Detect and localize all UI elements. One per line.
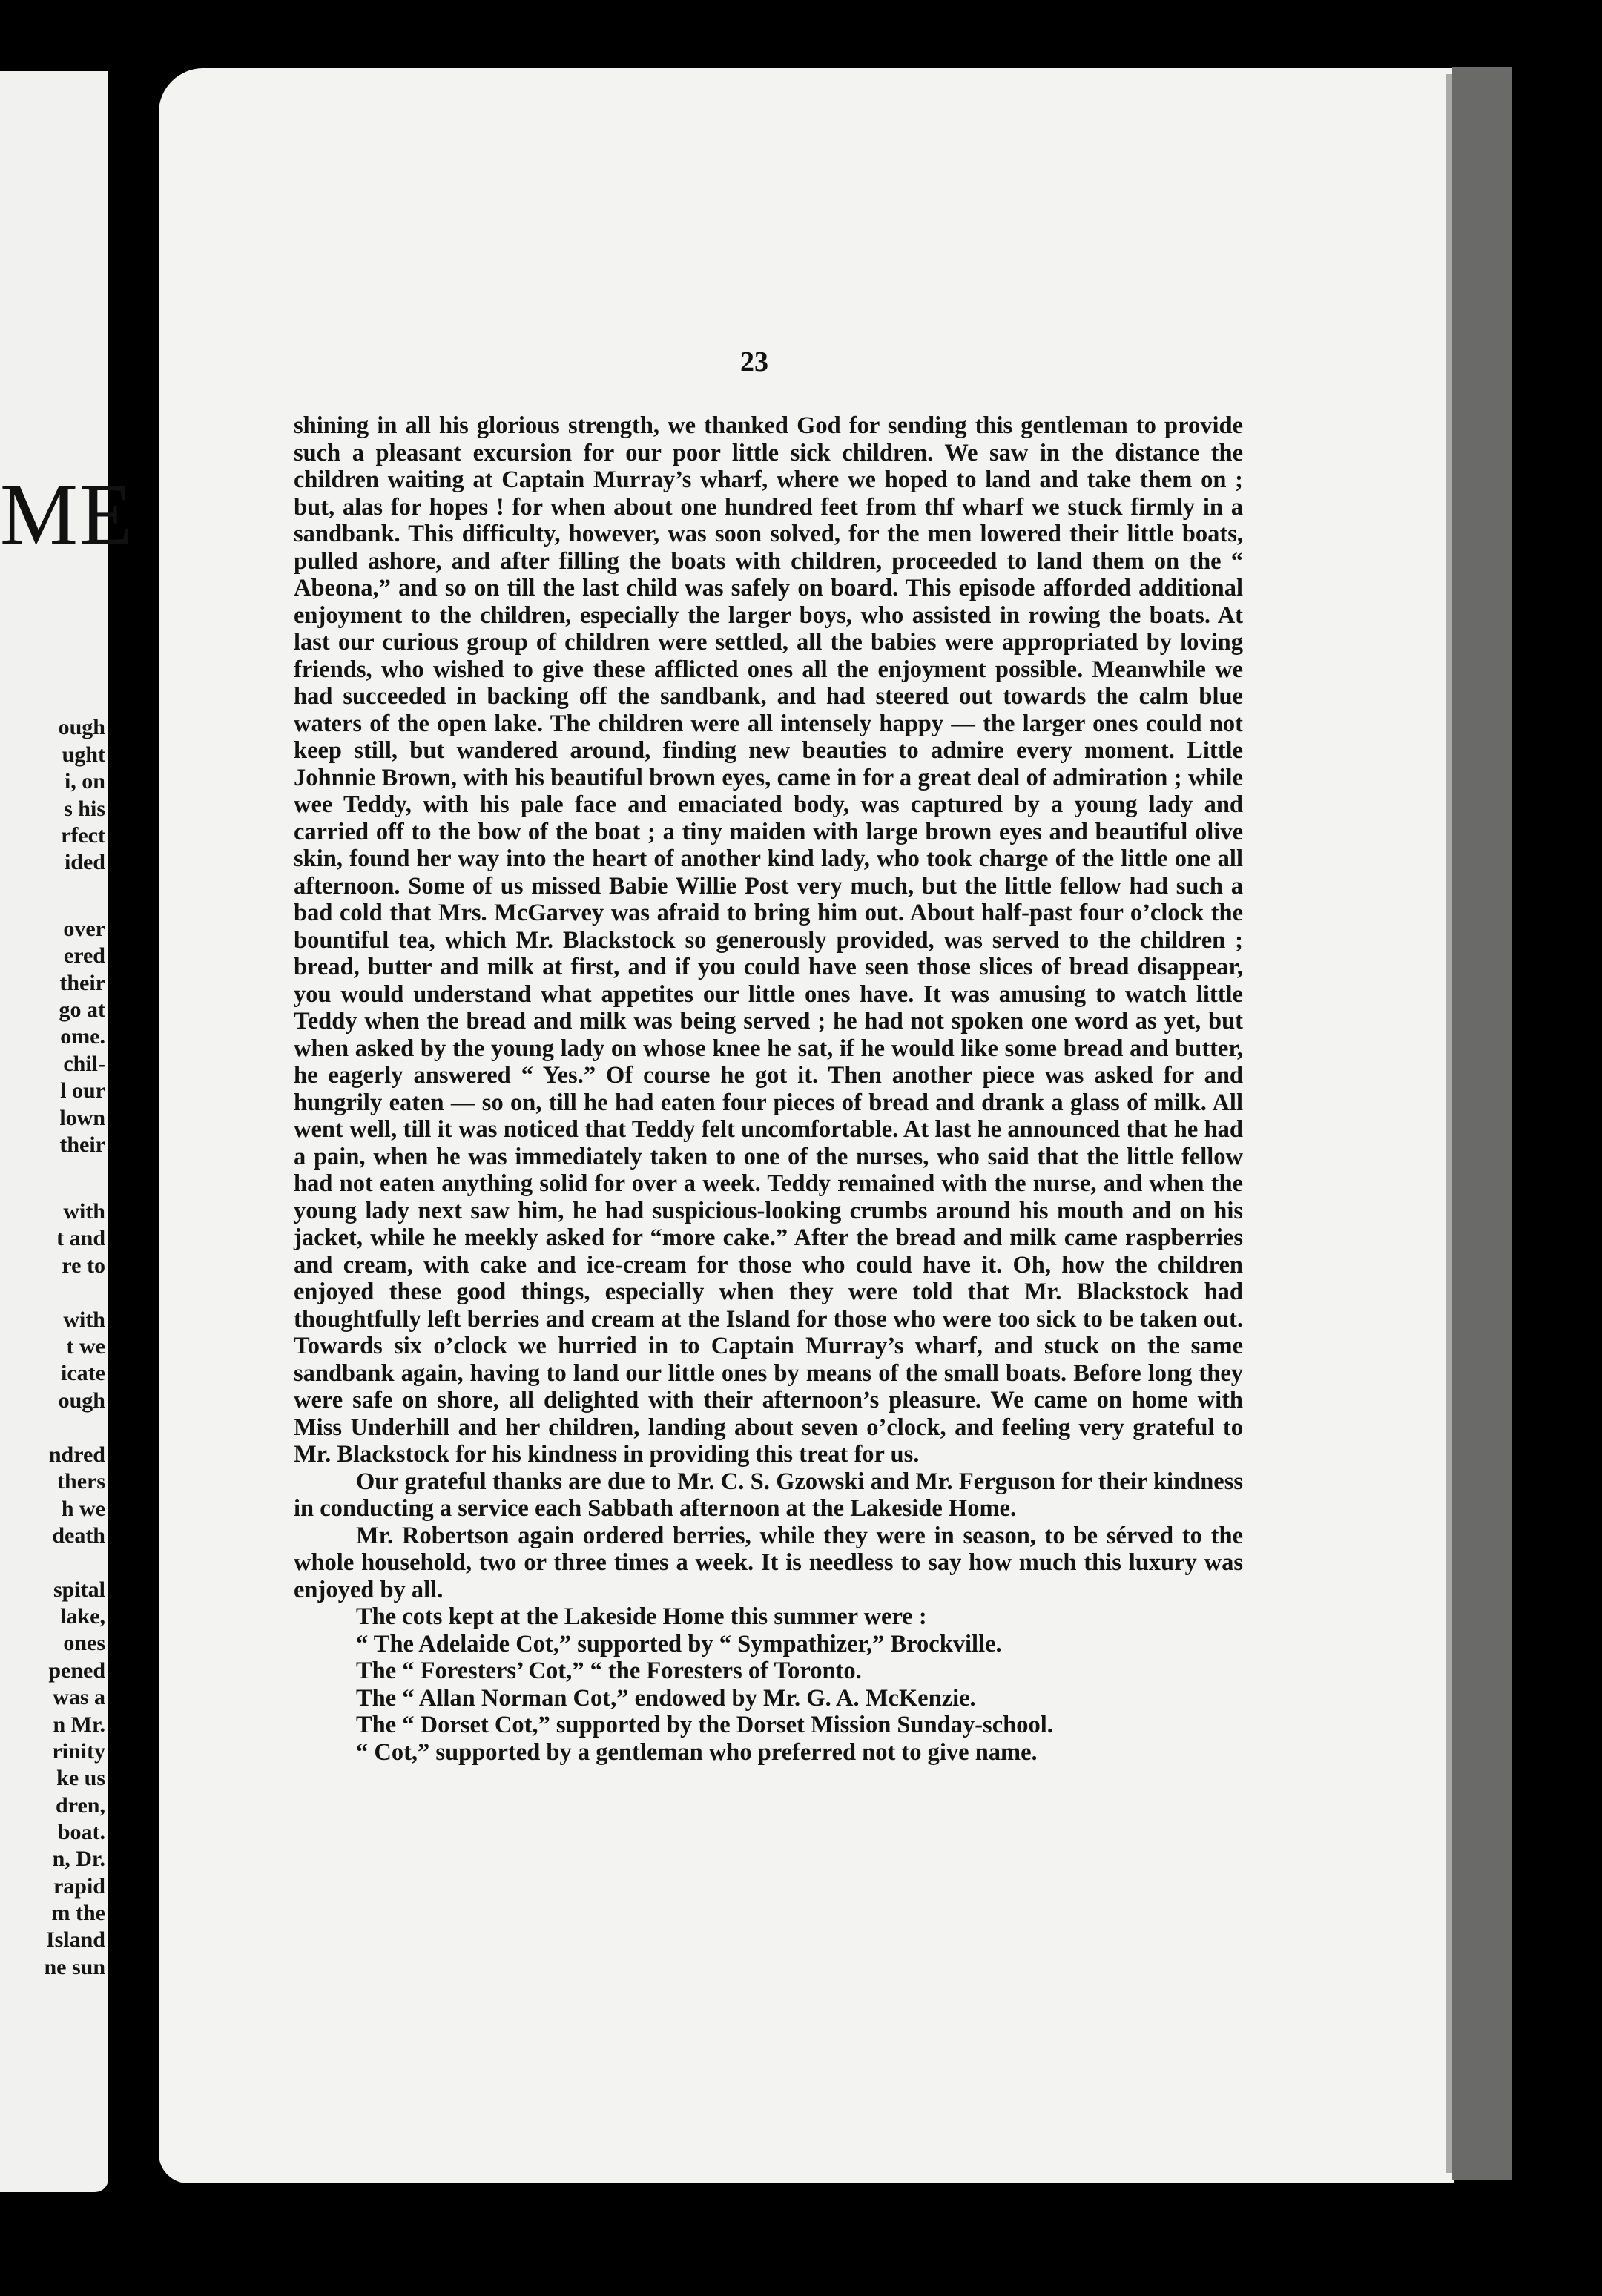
- left-page-line-fragment: h we: [61, 1497, 105, 1521]
- left-page-line-fragment: rfect: [61, 823, 105, 848]
- left-page-line-fragment: boat.: [57, 1820, 105, 1844]
- left-page-line-fragment: was a: [53, 1685, 105, 1709]
- paragraph-berries: Mr. Robertson again ordered berries, while they were in season, to be sérved to the whole household, two or three times a week. It is needless to say how much this luxury was enjoyed by all.: [294, 1522, 1243, 1603]
- left-page-line-fragment: icate: [61, 1361, 105, 1385]
- left-page-line-fragment: ered: [63, 943, 105, 968]
- paragraph-thanks: Our grateful thanks are due to Mr. C. S. Gzowski and Mr. Ferguson for their kindness in conducting a service each Sabbath afternoon at the Lakeside Home.: [294, 1468, 1243, 1522]
- left-page-line-fragment: chil-: [63, 1052, 105, 1076]
- left-page-line-fragment: ne sun: [44, 1955, 105, 1979]
- left-page-line-fragment: spital: [53, 1577, 105, 1602]
- left-page-line-fragment: with: [63, 1307, 105, 1332]
- page-number: 23: [740, 346, 768, 377]
- paragraph-excursion: shining in all his glorious strength, we thanked God for sending this gentleman to provide such a pleasant excursion for our poor little sick children. We saw in the distance the children waiting at Captain Murray’s wharf, where we hoped to land and take them on ; but, alas for hopes ! for when about one hundred feet from thf wharf we stuck firmly in a sandbank. This difficulty, however, was soon solved, for the men lowered their little boats, pulled ashore, and after filling the boats with children, proceeded to land them on the “ Abeona,” and so on till the last child was safely on board. This episode afforded additional enjoyment to the children, especially the larger boys, who assisted in rowing the boats. At last our curious group of children were settled, all the babies were appropriated by loving friends, who wished to give these afflicted ones all the enjoyment possible. Meanwhile we had succeeded in backing off the sandbank, and had steered out towards the calm blue waters of the open lake. The children were all intensely happy — the larger ones could not keep still, but wandered around, finding new beauties to admire every moment. Little Johnnie Brown, with his beautiful brown eyes, came in for a great deal of admiration ; while wee Teddy, with his pale face and emaciated body, was captured by a young lady and carried off to the bow of the boat ; a tiny maiden with large brown eyes and beautiful olive skin, found her way into the heart of another kind lady, who took charge of the little one all afternoon. Some of us missed Babie Willie Post very much, but the little fellow had such a bad cold that Mrs. McGarvey was afraid to bring him out. About half-past four o’clock the bountiful tea, which Mr. Blackstock so generously provided, was served to the children ; bread, butter and milk at first, and if you could have seen those slices of bread disappear, you would understand what appetites our little ones have. It was amusing to watch little Teddy when the bread and milk was being served ; he had not spoken one word as yet, but when asked by the young lady on whose knee he sat, if he would like some bread and butter, he eagerly answered “ Yes.” Of course he got it. Then another piece was asked for and hungrily eaten — so on, till he had eaten four pieces of bread and drank a glass of milk. All went well, till it was noticed that Teddy felt uncomfortable. At last he announced that he had a pain, when he was immediately taken to one of the nurses, who said that the little fellow had not eaten anything solid for over a week. Teddy remained with the nurse, and when the young lady next saw him, he had suspicious-looking crumbs around his mouth and on his jacket, while he meekly asked for “more cake.” After the bread and milk came raspberries and cream, with cake and ice-cream for those who could have it. Oh, how the children enjoyed these good things, especially when they were told that Mr. Blackstock had thoughtfully left berries and cream at the Island for those who were too sick to be taken out. Towards six o’clock we hurried in to Captain Murray’s wharf, and stuck on the same sandbank again, having to land our little ones by means of the small boats. Before long they were safe on shore, all delighted with their afternoon’s pleasure. We came on home with Miss Underhill and her children, landing about seven o’clock, and feeling very grateful to Mr. Blackstock for his kindness in providing this treat for us.: [294, 412, 1243, 1468]
- cot-item: The “ Dorset Cot,” supported by the Dorset Mission Sunday-school.: [356, 1712, 1053, 1738]
- left-page-line-fragment: re to: [62, 1253, 105, 1278]
- left-page-line-fragment: rapid: [53, 1874, 105, 1899]
- left-page-line-fragment: n, Dr.: [52, 1847, 105, 1871]
- left-page-line-fragment: Island: [45, 1927, 105, 1952]
- cots-intro: The cots kept at the Lakeside Home this summer were :: [356, 1603, 927, 1630]
- left-page-line-fragment: l our: [60, 1078, 105, 1103]
- left-page-heading-fragment: ME: [0, 466, 134, 563]
- left-page-line-fragment: their: [59, 971, 105, 995]
- left-page-line-fragment: i, on: [64, 769, 105, 794]
- left-page-line-fragment: n Mr.: [53, 1712, 105, 1737]
- left-page-line-fragment: their: [59, 1132, 105, 1157]
- left-page-line-fragment: ome.: [60, 1024, 105, 1049]
- cot-item: “ Cot,” supported by a gentleman who preferred not to give name.: [356, 1738, 1038, 1766]
- left-page-line-fragment: lown: [59, 1106, 105, 1130]
- left-page-line-fragment: pened: [48, 1658, 105, 1683]
- cot-item: The “ Foresters’ Cot,” “ the Foresters of Toronto.: [356, 1657, 862, 1684]
- left-page-line-fragment: ndred: [48, 1442, 105, 1467]
- left-page-line-fragment: lake,: [60, 1604, 105, 1629]
- cot-item: The “ Allan Norman Cot,” endowed by Mr. G. A. McKenzie.: [356, 1684, 976, 1712]
- body-text: [294, 412, 1243, 1766]
- left-page-line-fragment: rinity: [52, 1739, 105, 1764]
- left-page-line-fragment: t and: [56, 1226, 105, 1250]
- left-page-line-fragment: with: [63, 1199, 105, 1224]
- cots-list: [294, 1631, 1243, 1766]
- left-page-line-fragment: t we: [66, 1334, 105, 1359]
- left-page-line-fragment: ught: [62, 742, 105, 767]
- left-page-line-fragment: ones: [63, 1631, 105, 1655]
- left-page-line-fragment: over: [63, 917, 105, 941]
- book-edge: [1452, 67, 1512, 2180]
- left-page-line-fragment: ke us: [56, 1766, 105, 1790]
- left-page-line-fragment: ough: [58, 1388, 105, 1413]
- left-page-line-fragment: death: [52, 1523, 105, 1548]
- left-page-line-fragment: m the: [51, 1901, 105, 1925]
- left-page-line-fragment: ided: [64, 850, 105, 874]
- left-page-line-fragment: ough: [58, 715, 105, 739]
- left-page-line-fragment: dren,: [56, 1793, 105, 1818]
- left-page-line-fragment: go at: [59, 997, 105, 1022]
- left-page-line-fragment: thers: [57, 1469, 105, 1494]
- cot-item: “ The Adelaide Cot,” supported by “ Sympathizer,” Brockville.: [356, 1630, 1002, 1657]
- left-page-line-fragment: s his: [64, 796, 105, 821]
